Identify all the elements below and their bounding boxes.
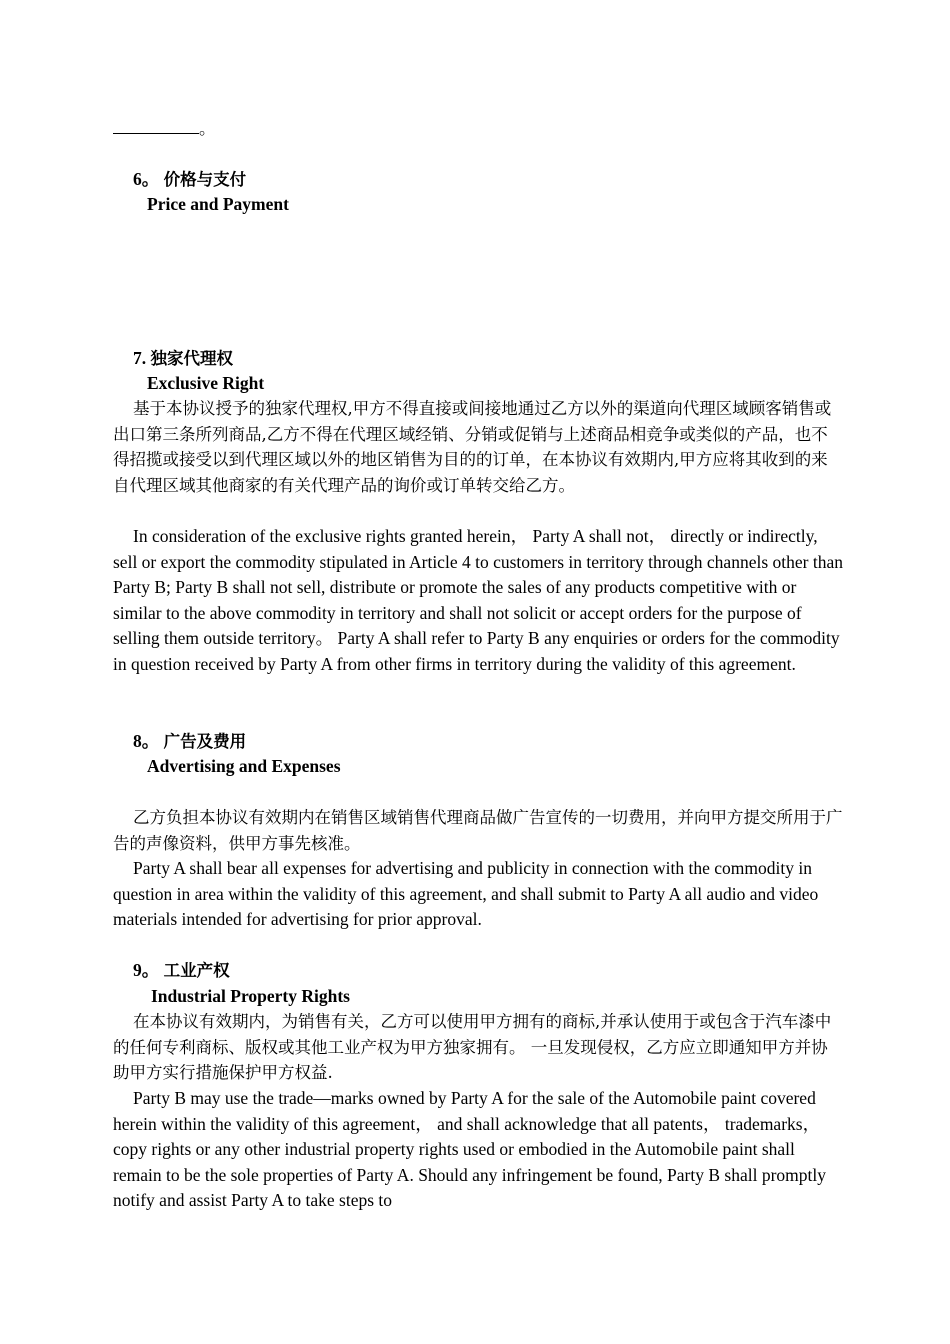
section-8-title-zh: 广告及费用 (163, 732, 247, 751)
section-7-body-zh: 基于本协议授予的独家代理权,甲方不得直接或间接地通过乙方以外的渠道向代理区域顾客销售或出口第三条所列商品,乙方不得在代理区域经销、分销或促销与上述商品相竞争或类似的产品，也不得招揽或接受以到代理区域以外的地区销售为目的的订单，在本协议有效期内,甲方应将其收到的来自代理区域其他商家的有关代理产品的询价或订单转交给乙方。 (113, 399, 832, 495)
section-8-number: 8。 (133, 731, 160, 751)
section-9-title-en: Industrial Property Rights (151, 986, 350, 1006)
section-9-title-zh: 工业产权 (163, 961, 230, 980)
section-7-number: 7. (133, 348, 147, 368)
section-7-heading (133, 346, 863, 372)
section-8-title-en: Advertising and Expenses (147, 756, 341, 776)
section-6-number: 6。 (133, 169, 160, 189)
section-9-body-zh: 在本协议有效期内，为销售有关，乙方可以使用甲方拥有的商标,并承认使用于或包含于汽车漆中的任何专利商标、版权或其他工业产权为甲方独家拥有。 一旦发现侵权，乙方应立即通知甲方并协助甲方实行措施保护甲方权益. (113, 1012, 832, 1082)
section-9-body-en: Party B may use the trade—marks owned by Party A for the sale of the Automobile paint covered herein within the validity of this agreement， and shall acknowledge that all patents， trademarks， copy rights or any other industrial property rights used or embodied in the Automobile paint shall remain to be the sole properties of Party A. Should any infringement be found, Party B shall promptly notify and assist Party A to take steps to (113, 1088, 826, 1210)
fill-in-blank (113, 119, 199, 134)
section-8-body-en: Party A shall bear all expenses for advertising and publicity in connection with the commodity in question in area within the validity of this agreement, and shall submit to Party A all audio and video materials intended for advertising for prior approval. (113, 858, 819, 929)
section-9-heading (133, 958, 863, 984)
top-fragment (113, 116, 843, 142)
section-7-body-en: In consideration of the exclusive rights granted herein， Party A shall not， directly or indirectly, sell or export the commodity stipulated in Article 4 to customers in territory through channels other than Party B; Party B shall not sell, distribute or promote the sales of any products competitive with or similar to the above commodity in territory and shall not solicit or accept orders for the purpose of selling them outside territory。 Party A shall refer to Party B any enquiries or orders for the commodity in question received by Party A from other firms in territory during the validity of this agreement. (113, 526, 843, 674)
section-6-title-en: Price and Payment (147, 194, 289, 214)
section-7-title-en: Exclusive Right (147, 373, 265, 393)
section-8-body-zh: 乙方负担本协议有效期内在销售区域销售代理商品做广告宣传的一切费用，并向甲方提交所用于广告的声像资料，供甲方事先核准。 (113, 808, 843, 853)
top-fragment-tail: 。 (199, 119, 216, 138)
section-6-heading (133, 167, 863, 193)
section-9-number: 9。 (133, 960, 160, 980)
section-6-title-zh: 价格与支付 (163, 170, 247, 189)
section-8-heading (133, 729, 863, 755)
section-7-title-zh: 独家代理权 (150, 349, 233, 368)
